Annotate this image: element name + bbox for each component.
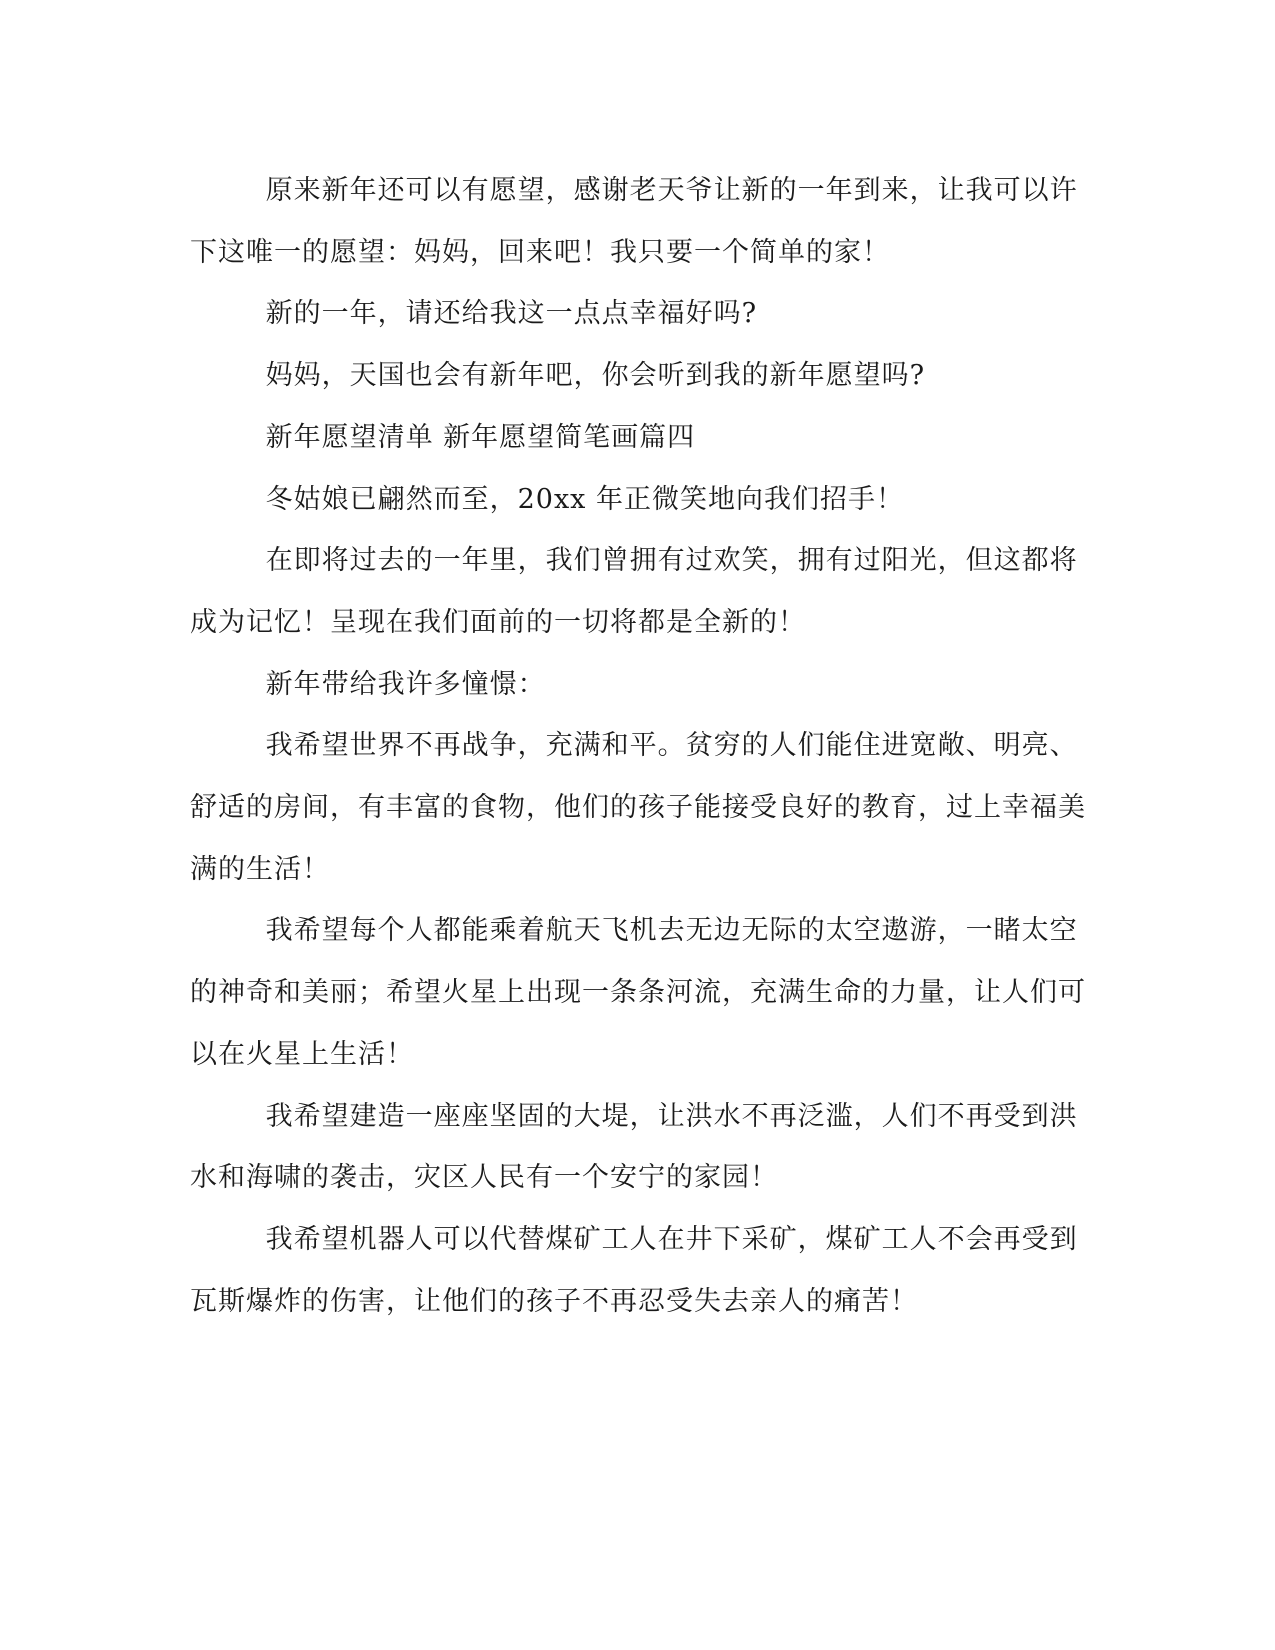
paragraph-8: 我希望世界不再战争，充满和平。贫穷的人们能住进宽敞、明亮、舒适的房间，有丰富的食物，他们的孩子能接受良好的教育，过上幸福美满的生活！ — [190, 730, 1086, 885]
paragraph-6: 在即将过去的一年里，我们曾拥有过欢笑，拥有过阳光，但这都将成为记忆！呈现在我们面前的一切将都是全新的！ — [190, 545, 1078, 638]
paragraph-9: 我希望每个人都能乘着航天飞机去无边无际的太空遨游，一睹太空的神奇和美丽；希望火星上出现一条条河流，充满生命的力量，让人们可以在火星上生活！ — [190, 915, 1086, 1070]
paragraph-10: 我希望建造一座座坚固的大堤，让洪水不再泛滥，人们不再受到洪水和海啸的袭击，灾区人民有一个安宁的家园！ — [190, 1100, 1078, 1194]
paragraph-7: 新年带给我许多憧憬： — [265, 668, 546, 700]
paragraph-5: 冬姑娘已翩然而至，20xx 年正微笑地向我们招手！ — [265, 483, 904, 515]
paragraph-3: 妈妈，天国也会有新年吧，你会听到我的新年愿望吗? — [265, 360, 926, 392]
document-body — [190, 160, 1090, 1332]
paragraph-1: 原来新年还可以有愿望，感谢老天爷让新的一年到来，让我可以许下这唯一的愿望：妈妈，回来吧！我只要一个简单的家！ — [190, 175, 1078, 268]
paragraph-2: 新的一年，请还给我这一点点幸福好吗? — [265, 298, 758, 330]
paragraph-11: 我希望机器人可以代替煤矿工人在井下采矿，煤矿工人不会再受到瓦斯爆炸的伤害，让他们的孩子不再忍受失去亲人的痛苦！ — [190, 1223, 1078, 1317]
section-heading: 新年愿望清单 新年愿望简笔画篇四 — [265, 421, 696, 453]
